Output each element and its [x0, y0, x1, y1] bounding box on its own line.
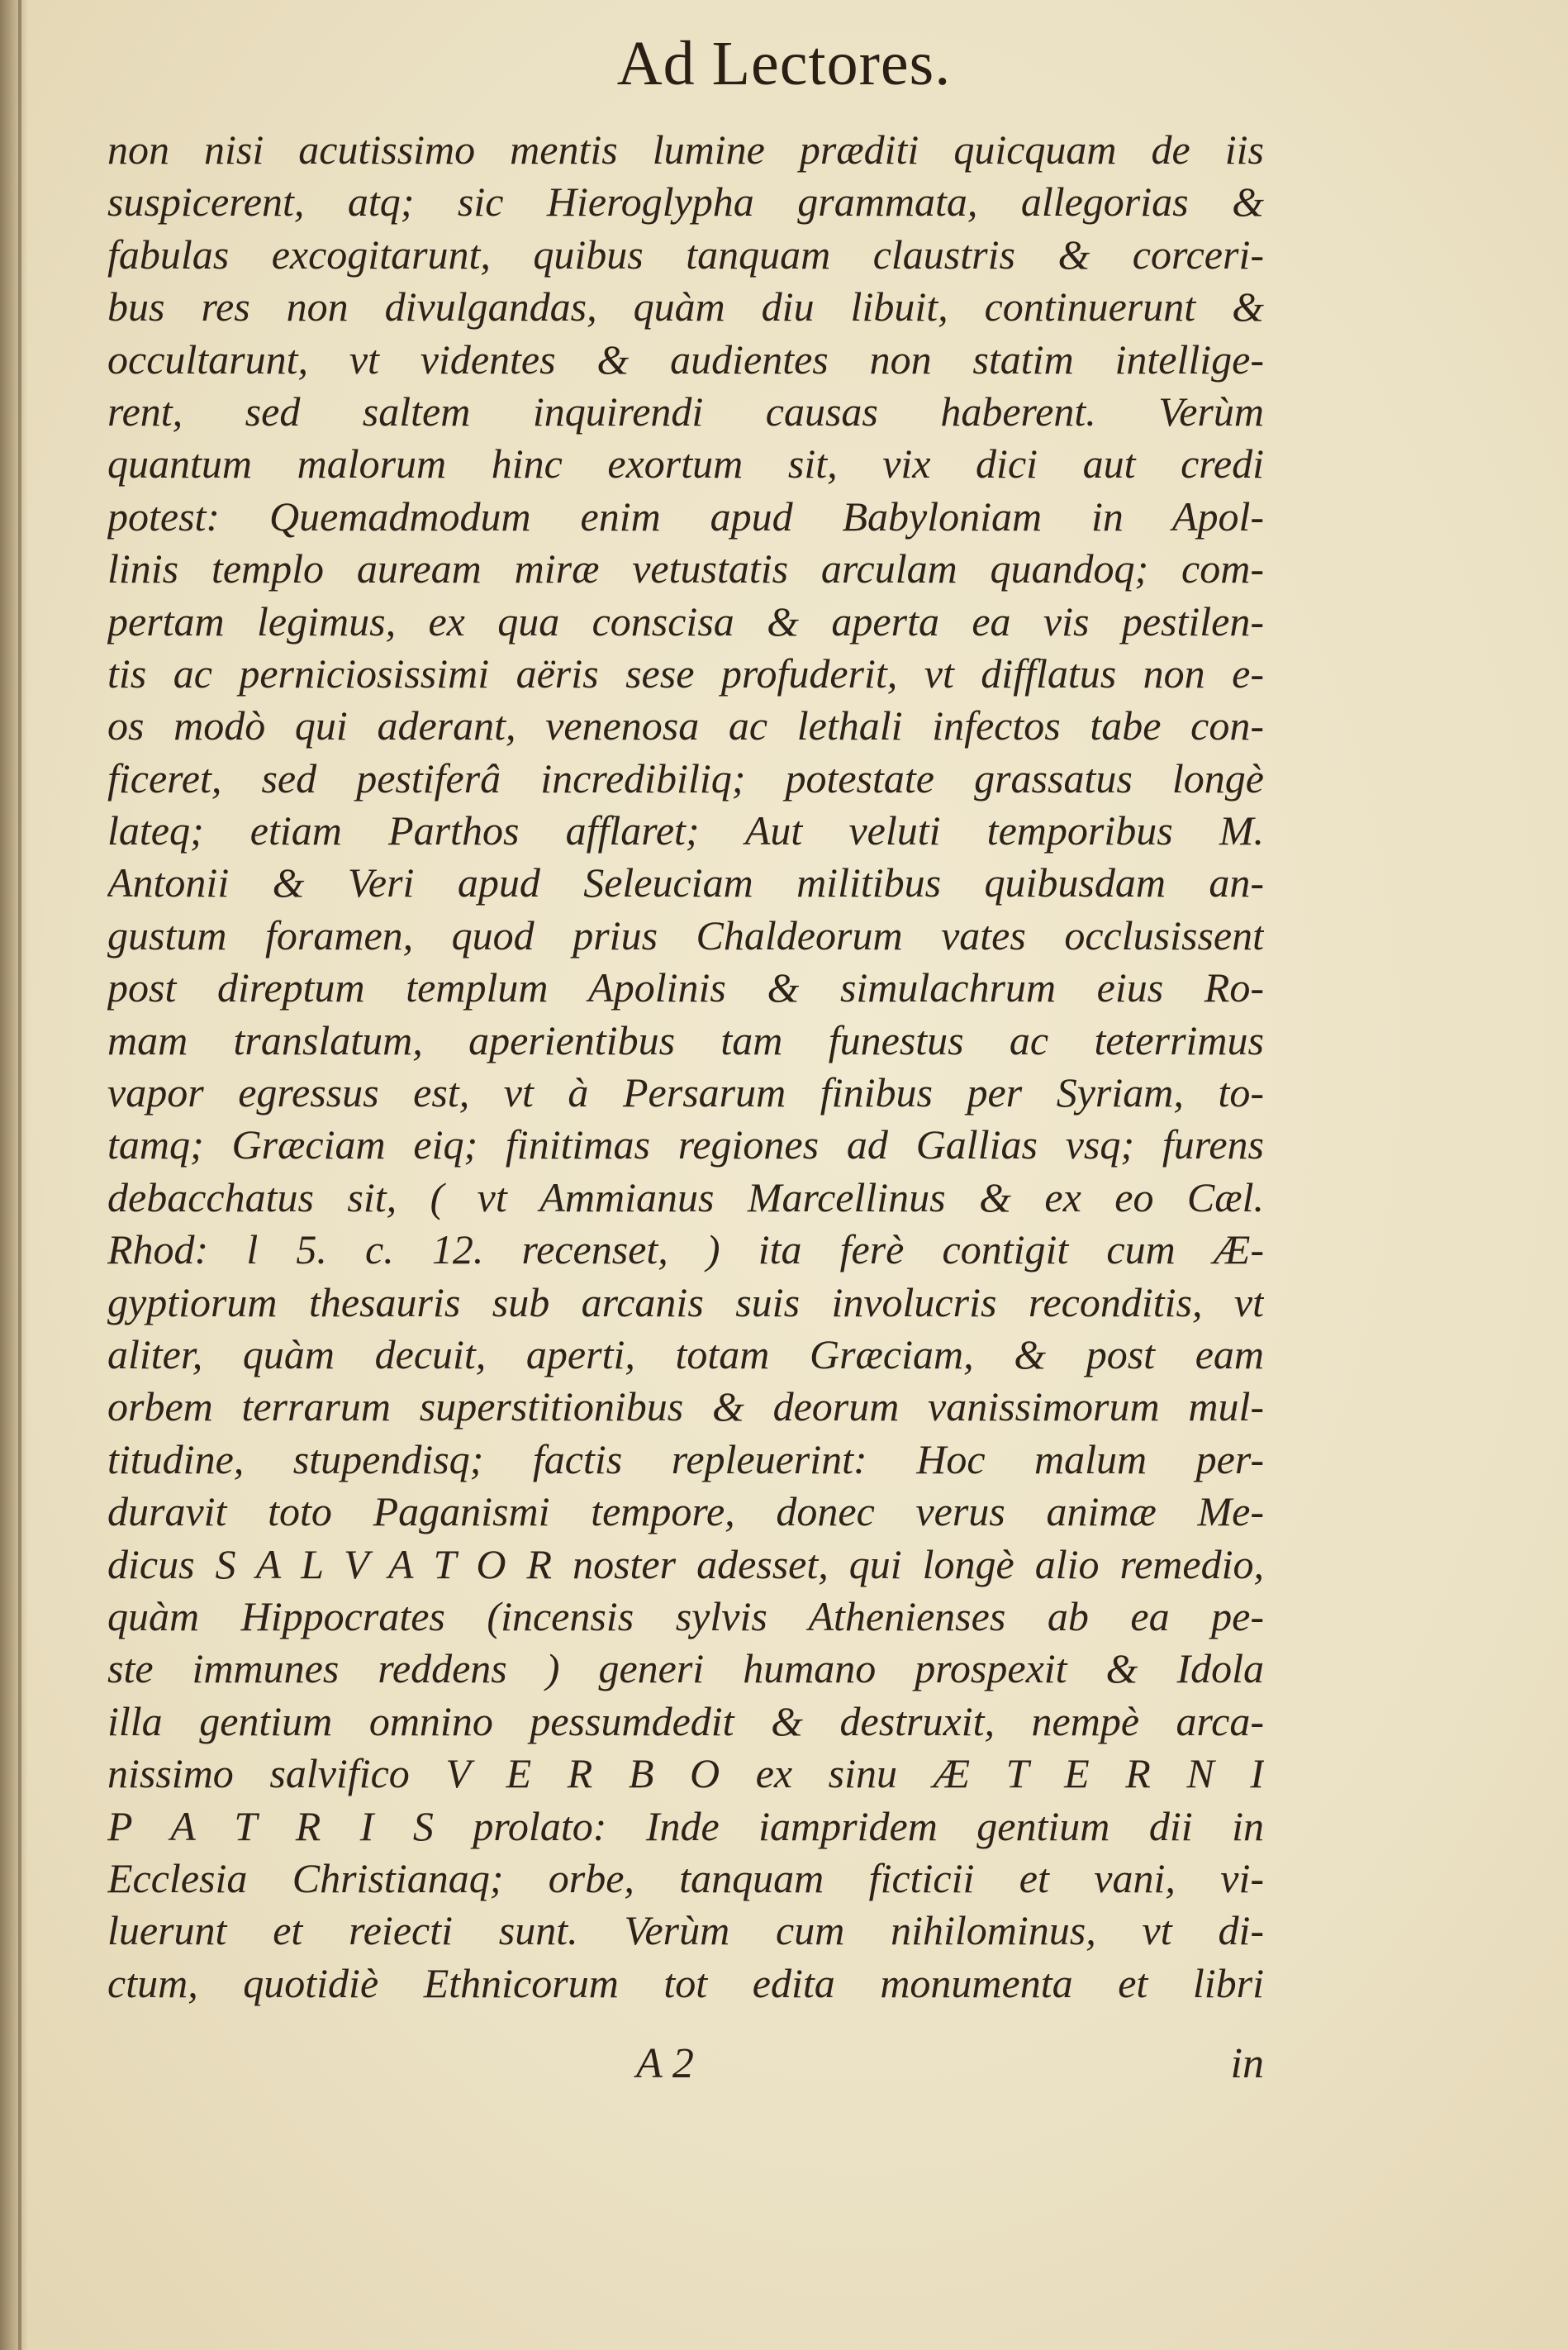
- text-line: dicus S A L V A T O R noster adesset, qui longè alio remedio,: [107, 1540, 1264, 1587]
- catchword: in: [1230, 2040, 1264, 2087]
- text-line: lateq; etiam Parthos afflaret; Aut veluti temporibus M.: [107, 807, 1264, 854]
- text-line: orbem terrarum superstitionibus & deorum vanissimorum mul-: [107, 1383, 1264, 1430]
- text-line: linis templo auream miræ vetustatis arculam quandoq; com-: [107, 545, 1264, 592]
- text-line: potest: Quemadmodum enim apud Babyloniam in Apol-: [107, 492, 1264, 540]
- text-line: Rhod: l 5. c. 12. recenset, ) ita ferè contigit cum Æ-: [107, 1226, 1264, 1273]
- text-line: Ecclesia Christianaq; orbe, tanquam ficticii et vani, vi-: [107, 1854, 1264, 1901]
- text-line: pertam legimus, ex qua conscisa & aperta ea vis pestilen-: [107, 597, 1264, 645]
- text-line: ficeret, sed pestiferâ incredibiliq; potestate grassatus longè: [107, 754, 1264, 802]
- text-line: duravit toto Paganismi tempore, donec verus animæ Me-: [107, 1488, 1264, 1535]
- text-line: rent, sed saltem inquirendi causas haberent. Verùm: [107, 388, 1264, 435]
- text-line: gustum foramen, quod prius Chaldeorum vates occlusissent: [107, 911, 1264, 959]
- text-line: tamq; Græciam eiq; finitimas regiones ad Gallias vsq; furens: [107, 1121, 1264, 1168]
- body-text: [107, 124, 1264, 2010]
- running-head: Ad Lectores.: [616, 29, 952, 98]
- text-line: bus res non divulgandas, quàm diu libuit, continuerunt &: [107, 283, 1264, 331]
- signature-mark: A 2: [636, 2040, 694, 2087]
- text-line: post direptum templum Apolinis & simulachrum eius Ro-: [107, 964, 1264, 1011]
- page-footer: [107, 2039, 1264, 2097]
- text-line: aliter, quàm decuit, aperti, totam Græciam, & post eam: [107, 1330, 1264, 1377]
- text-line: quantum malorum hinc exortum sit, vix dici aut credi: [107, 440, 1264, 488]
- text-line: fabulas excogitarunt, quibus tanquam claustris & corceri-: [107, 231, 1264, 278]
- text-line: tis ac perniciosissimi aëris sese profuderit, vt difflatus non e-: [107, 649, 1264, 697]
- text-line: nissimo salvifico V E R B O ex sinu Æ T E R N I: [107, 1750, 1264, 1797]
- text-line: non nisi acutissimo mentis lumine præditi quicquam de iis: [107, 126, 1264, 173]
- page-gutter-shadow: [0, 0, 28, 2350]
- text-line: debacchatus sit, ( vt Ammianus Marcellinus & ex eo Cæl.: [107, 1173, 1264, 1220]
- text-line: ste immunes reddens ) generi humano prospexit & Idola: [107, 1645, 1264, 1692]
- text-line: quàm Hippocrates (incensis sylvis Athenienses ab ea pe-: [107, 1592, 1264, 1639]
- text-line: luerunt et reiecti sunt. Verùm cum nihilominus, vt di-: [107, 1907, 1264, 1954]
- text-line: titudine, stupendisq; factis repleuerint: Hoc malum per-: [107, 1435, 1264, 1482]
- text-line: gyptiorum thesauris sub arcanis suis involucris reconditis, vt: [107, 1278, 1264, 1325]
- text-line: mam translatum, aperientibus tam funestus ac teterrimus: [107, 1016, 1264, 1063]
- text-line: Antonii & Veri apud Seleuciam militibus quibusdam an-: [107, 859, 1264, 906]
- text-line: P A T R I S prolato: Inde iampridem gentium dii in: [107, 1802, 1264, 1849]
- text-line: vapor egressus est, vt à Persarum finibus per Syriam, to-: [107, 1069, 1264, 1116]
- text-line: os modò qui aderant, venenosa ac lethali infectos tabe con-: [107, 702, 1264, 749]
- binding-edge: [18, 0, 21, 2350]
- text-line: illa gentium omnino pessumdedit & destruxit, nempè arca-: [107, 1697, 1264, 1744]
- text-line: occultarunt, vt videntes & audientes non statim intellige-: [107, 335, 1264, 383]
- text-line: ctum, quotidiè Ethnicorum tot edita monumenta et libri: [107, 1959, 1264, 2006]
- text-line: suspicerent, atq; sic Hieroglypha grammata, allegorias &: [107, 178, 1264, 226]
